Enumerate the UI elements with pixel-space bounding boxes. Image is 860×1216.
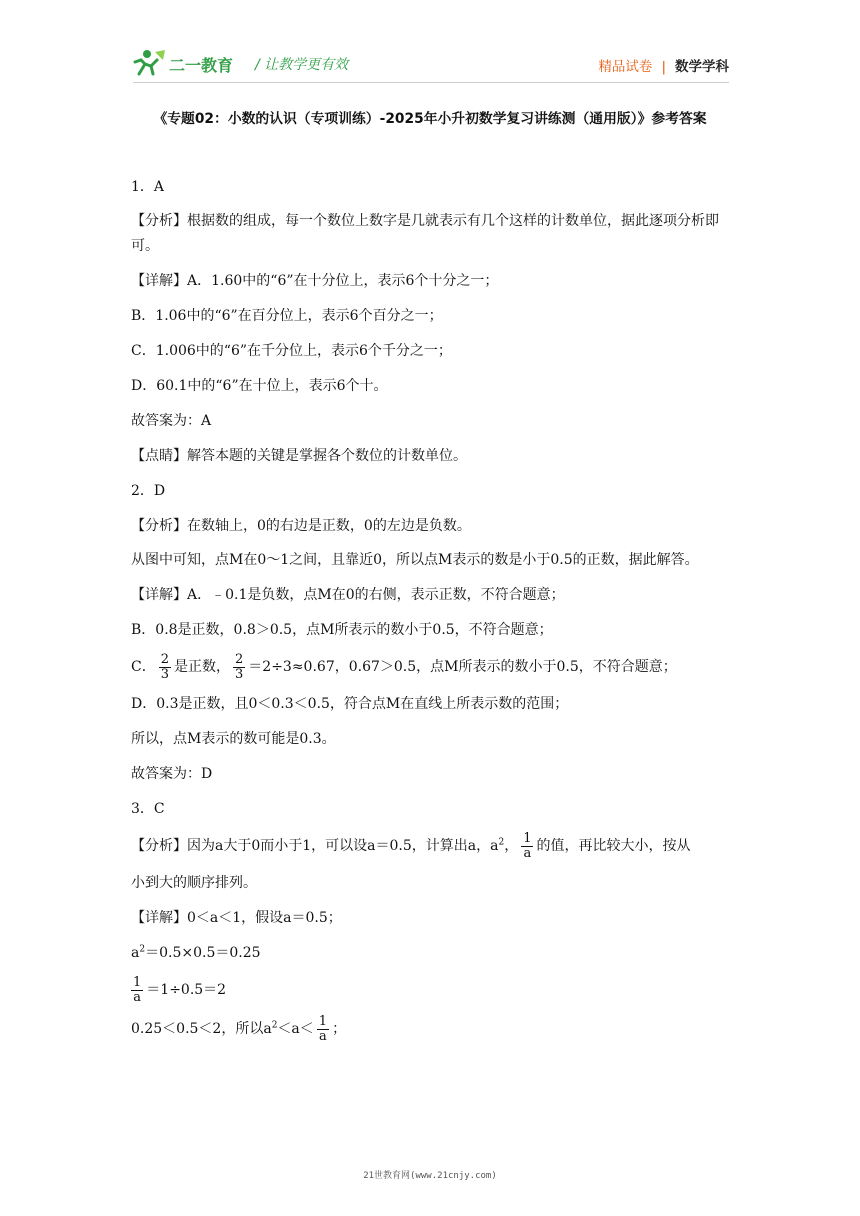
q3-equation-3 [131, 1014, 731, 1044]
frac-numerator: 1 [523, 830, 532, 846]
q3-equation-1 [131, 940, 731, 966]
fraction-one-over-a [317, 1015, 329, 1044]
q1-comment: 【点睛】解答本题的关键是掌握各个数位的计数单位。 [131, 448, 467, 464]
q3-comma: ， [504, 838, 519, 854]
q2-option-d: D．0.3是正数，且0＜0.3＜0.5，符合点M在直线上所表示数的范围； [131, 696, 569, 712]
q2-summary: 所以，点M表示的数可能是0.3。 [131, 731, 336, 747]
q3-analysis-suffix: 的值，再比较大小，按从 [536, 838, 691, 854]
q2-option-c [131, 652, 731, 682]
answer-content [131, 174, 731, 1053]
fraction-one-over-a [521, 832, 533, 861]
fraction-two-thirds [159, 653, 171, 682]
q3-eq2-rest: ＝1÷0.5＝2 [146, 982, 227, 998]
frac-numerator: 1 [318, 1013, 328, 1029]
q3-answer: 3．C [131, 801, 165, 817]
subject-tag [598, 55, 729, 75]
q1-option-b: B．1.06中的“6”在百分位上，表示6个百分之一； [131, 308, 443, 324]
q3-analysis-line2: 小到大的顺序排列。 [131, 875, 257, 891]
q2-analysis-2: 从图中可知，点M在0～1之间，且靠近0，所以点M表示的数是小于0.5的正数，据此解答。 [131, 552, 699, 568]
q2-c-prefix: C． [131, 659, 156, 675]
page-footer: 21世教育网(www.21cnjy.com) [363, 1171, 497, 1181]
superscript: 2 [139, 944, 146, 955]
q2-c-rest: ＝2÷3≈0.67，0.67＞0.5，点M所表示的数小于0.5，不符合题意； [248, 659, 677, 675]
fraction-one-over-a [131, 976, 143, 1005]
q3-eq1-prefix: a [131, 945, 140, 961]
superscript: 2 [271, 1020, 278, 1031]
q2-c-mid: 是正数， [174, 659, 230, 675]
q1-option-c: C．1.006中的“6”在千分位上，表示6个千分之一； [131, 343, 452, 359]
q3-eq3-prefix: 0.25＜0.5＜2，所以a [131, 1021, 272, 1037]
logo-text: 二一教育 [169, 56, 234, 75]
q3-eq3-end: ； [332, 1021, 347, 1037]
fraction-two-thirds [233, 653, 245, 682]
frac-denominator: a [319, 1028, 327, 1044]
q3-equation-2 [131, 975, 731, 1005]
q2-conclusion: 故答案为：D [131, 766, 213, 782]
frac-denominator: a [133, 989, 142, 1005]
q3-analysis-prefix: 【分析】因为a大于0而小于1，可以设a＝0.5，计算出a，a [131, 838, 499, 854]
q2-analysis: 【分析】在数轴上，0的右边是正数，0的左边是负数。 [131, 518, 471, 534]
q3-eq3-mid: ＜a＜ [277, 1021, 314, 1037]
frac-denominator: 3 [160, 666, 169, 682]
q2-option-b: B．0.8是正数，0.8＞0.5，点M所表示的数小于0.5，不符合题意； [131, 622, 553, 638]
q3-detail: 【详解】0＜a＜1，假设a＝0.5； [131, 910, 342, 926]
tag-subject: 数学学科 [675, 59, 729, 75]
q1-answer: 1．A [131, 179, 165, 195]
frac-denominator: a [523, 845, 532, 861]
tag-separator: | [661, 59, 666, 75]
q1-conclusion: 故答案为：A [131, 413, 212, 429]
q3-analysis [131, 831, 731, 861]
q1-option-d: D．60.1中的“6”在十位上，表示6个十。 [131, 378, 388, 394]
brand-logo [133, 46, 245, 80]
frac-numerator: 1 [133, 974, 142, 990]
superscript: 2 [498, 837, 505, 848]
q1-detail-a: 【详解】A．1.60中的“6”在十分位上，表示6个十分之一； [131, 273, 499, 289]
page-header [133, 46, 729, 80]
header-divider [133, 82, 729, 83]
document-title: 《专题02：小数的认识（专项训练）-2025年小升初数学复习讲练测（通用版）》参考答案 [153, 111, 707, 127]
q2-answer: 2．D [131, 483, 166, 499]
q3-eq1-rest: ＝0.5×0.5＝0.25 [145, 945, 261, 961]
tag-premium: 精品试卷 [598, 59, 653, 75]
q2-detail-a: 【详解】A．﹣0.1是负数，点M在0的右侧，表示正数，不符合题意； [131, 587, 565, 603]
frac-numerator: 2 [235, 651, 244, 667]
q1-analysis: 【分析】根据数的组成，每一个数位上数字是几就表示有几个这样的计数单位，据此逐项分析即可。 [131, 213, 719, 254]
slogan: / 让教学更有效 [255, 57, 349, 73]
frac-numerator: 2 [160, 651, 169, 667]
frac-denominator: 3 [235, 666, 244, 682]
